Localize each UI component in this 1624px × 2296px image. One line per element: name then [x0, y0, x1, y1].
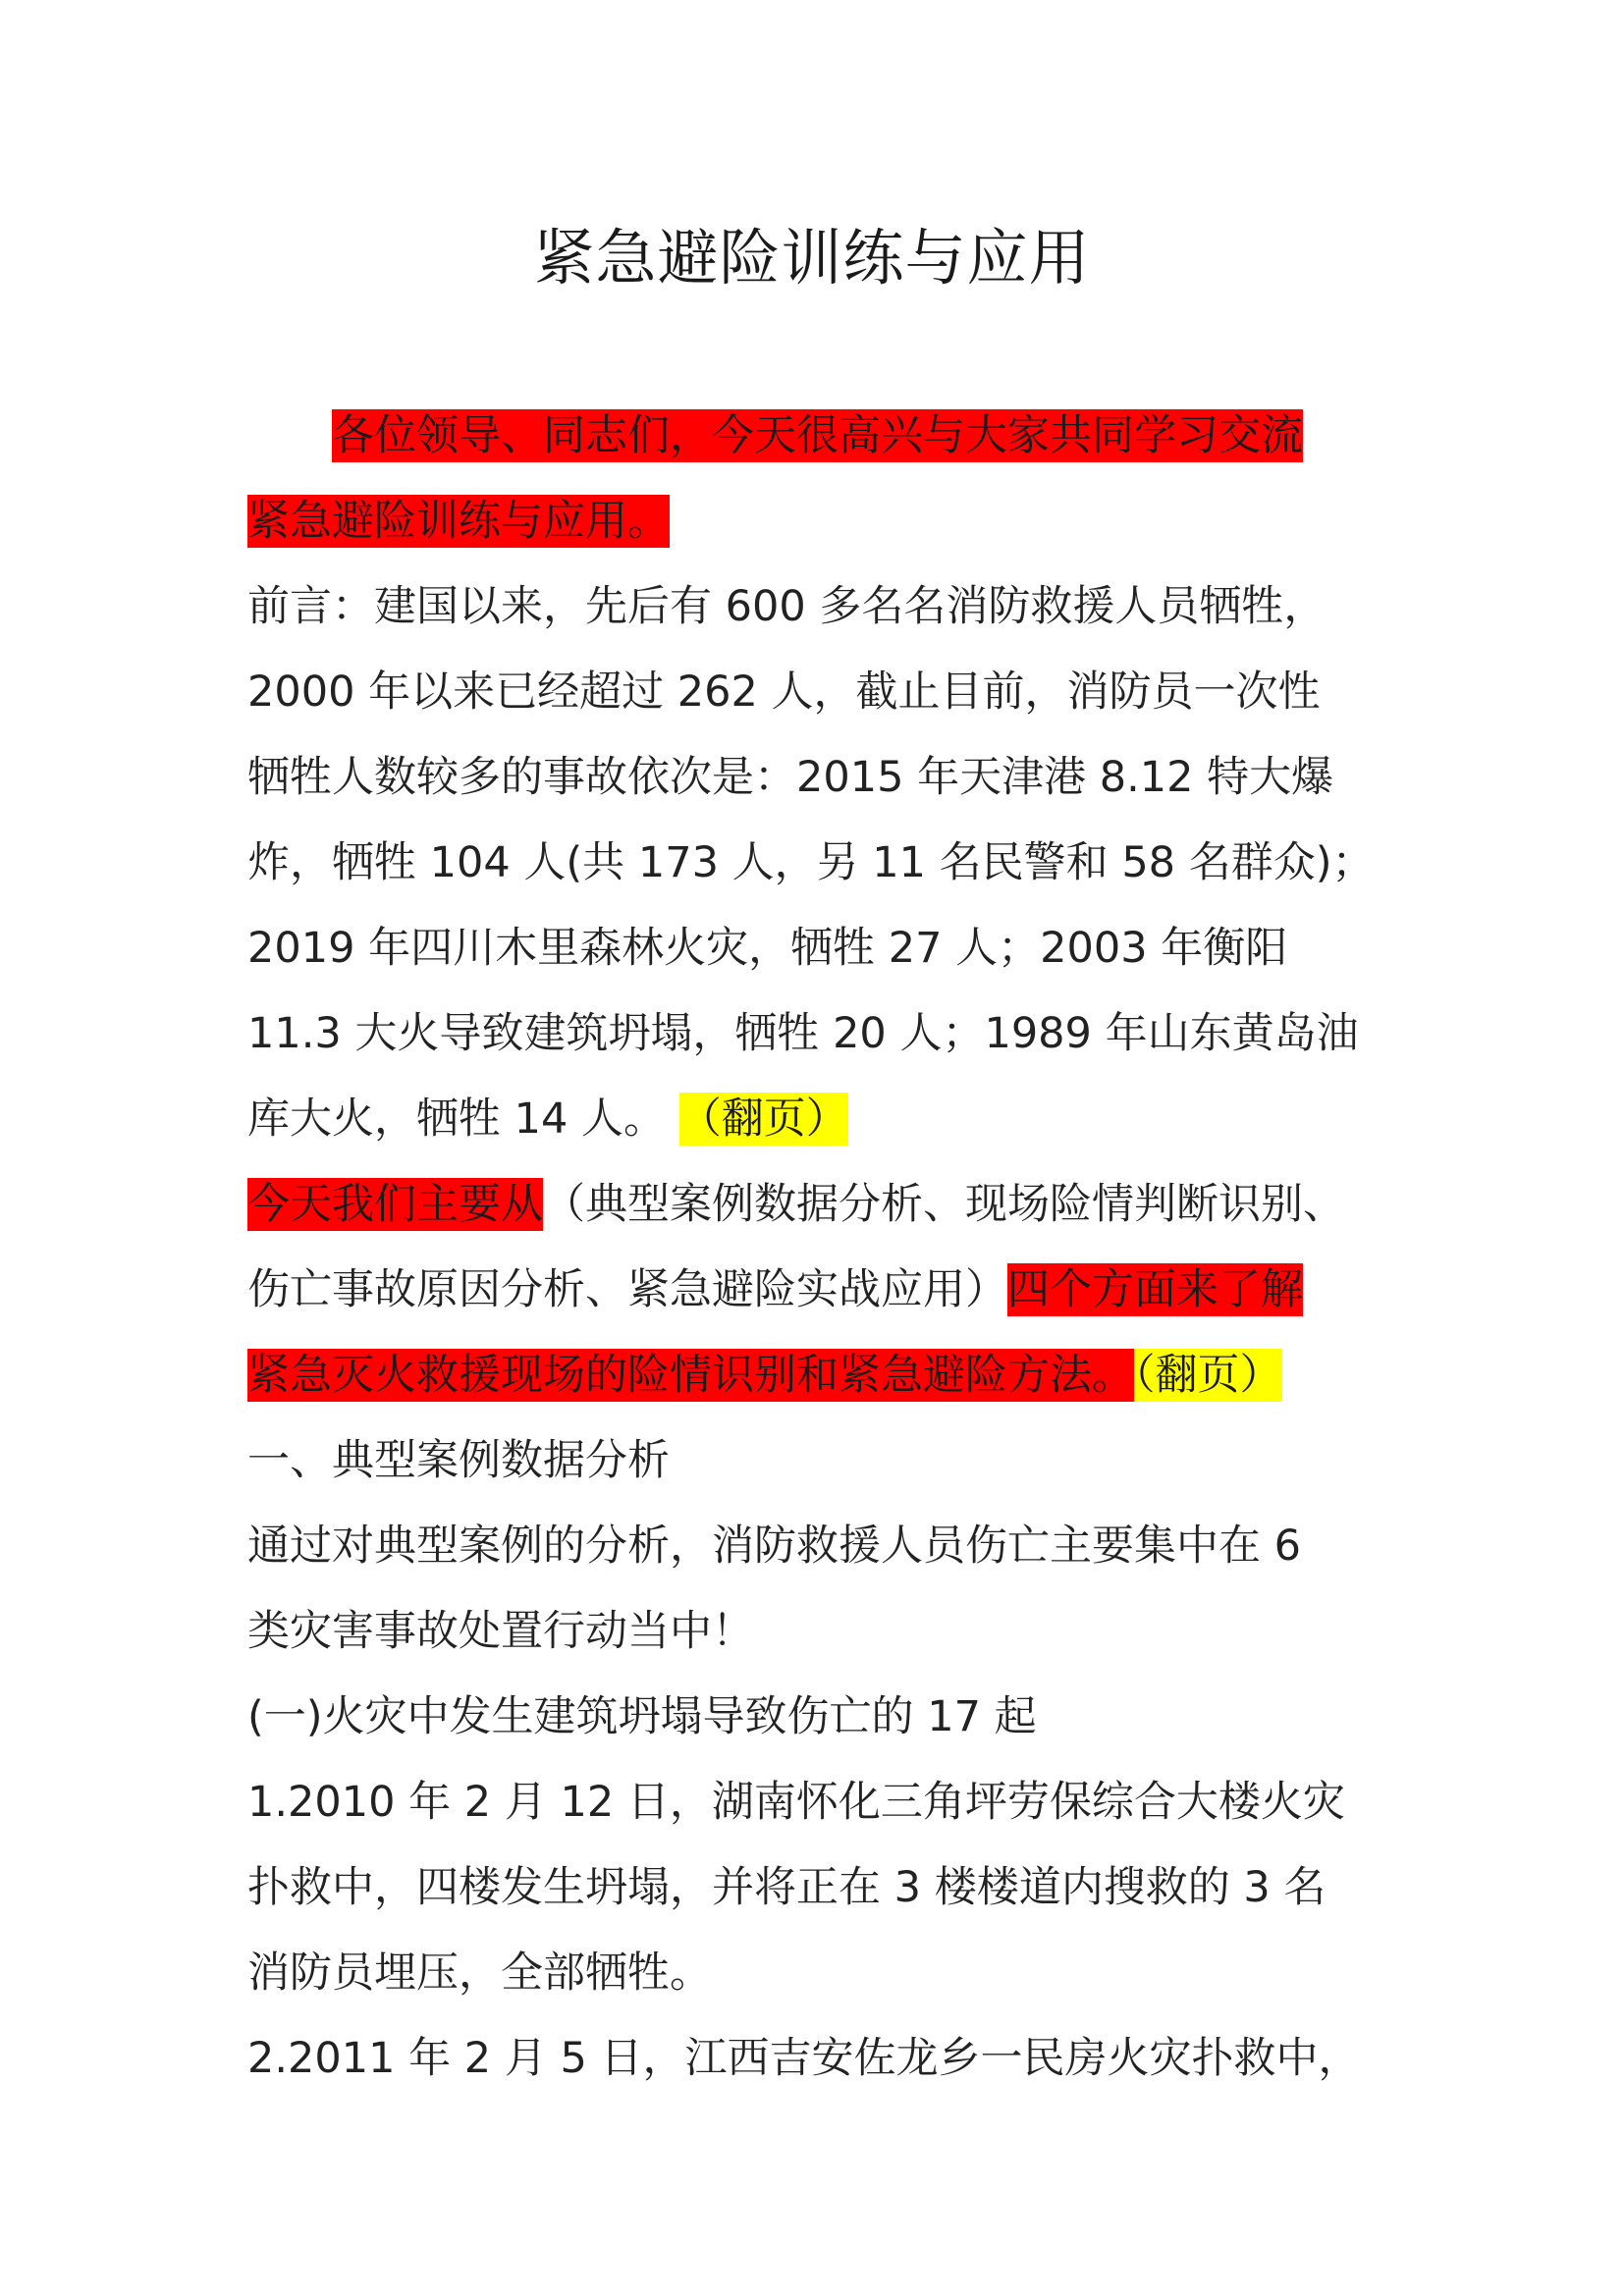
agenda-line-1-text: （典型案例数据分析、现场险情判断识别、 [543, 1180, 1345, 1229]
case-1-line-1: 1.2010 年 2 月 12 日，湖南怀化三角坪劳保综合大楼火灾 [247, 1778, 1345, 1827]
section-1-heading: 一、典型案例数据分析 [247, 1436, 670, 1485]
preface-line-2: 2000 年以来已经超过 262 人，截止目前，消防员一次性 [247, 667, 1321, 717]
opening-line-1 [247, 394, 1396, 479]
agenda-line-2 [247, 1248, 1396, 1333]
opening-line-2 [247, 479, 1396, 564]
preface-line-7 [247, 1077, 1396, 1162]
page-turn-note: （翻页） [1134, 1351, 1282, 1400]
section-1-line-2: 类灾害事故处置行动当中！ [247, 1607, 754, 1656]
preface-line-4: 炸，牺牲 104 人(共 173 人，另 11 名民警和 58 名群众)； [247, 838, 1375, 887]
preface-line-1: 前言：建国以来，先后有 600 多名名消防救援人员牺牲， [247, 582, 1326, 631]
red-highlight-text: 今天我们主要从 [247, 1180, 543, 1229]
red-highlight-text: 四个方面来了解 [1007, 1265, 1303, 1314]
case-1-line-2: 扑救中，四楼发生坍塌，并将正在 3 楼楼道内搜救的 3 名 [247, 1863, 1326, 1912]
document-title: 紧急避险训练与应用 [533, 222, 1091, 294]
agenda-line-2-text: 伤亡事故原因分析、紧急避险实战应用） [247, 1265, 1007, 1314]
case-2-line-1: 2.2011 年 2 月 5 日，江西吉安佐龙乡一民房火灾扑救中， [247, 2034, 1361, 2083]
preface-line-5: 2019 年四川木里森林火灾，牺牲 27 人；2003 年衡阳 [247, 924, 1288, 973]
preface-line-6: 11.3 大火导致建筑坍塌，牺牲 20 人；1989 年山东黄岛油 [247, 1009, 1359, 1058]
document-body [247, 394, 1396, 2102]
agenda-line-3 [247, 1333, 1396, 1418]
section-1-line-1: 通过对典型案例的分析，消防救援人员伤亡主要集中在 6 [247, 1522, 1302, 1571]
case-1-line-3: 消防员埋压，全部牺牲。 [247, 1949, 712, 1998]
red-highlight-text: 紧急灭火救援现场的险情识别和紧急避险方法。 [247, 1351, 1134, 1400]
agenda-line-1 [247, 1162, 1396, 1248]
page-turn-note: （翻页） [678, 1095, 848, 1144]
subsection-1-heading: (一)火灾中发生建筑坍塌导致伤亡的 17 起 [247, 1692, 1037, 1741]
preface-line-3: 牺牲人数较多的事故依次是：2015 年天津港 8.12 特大爆 [247, 753, 1334, 802]
red-highlight-text: 各位领导、同志们，今天很高兴与大家共同学习交流 [332, 411, 1303, 460]
red-highlight-text: 紧急避险训练与应用。 [247, 497, 670, 546]
preface-line-7-text: 库大火，牺牲 14 人。 [247, 1095, 667, 1144]
